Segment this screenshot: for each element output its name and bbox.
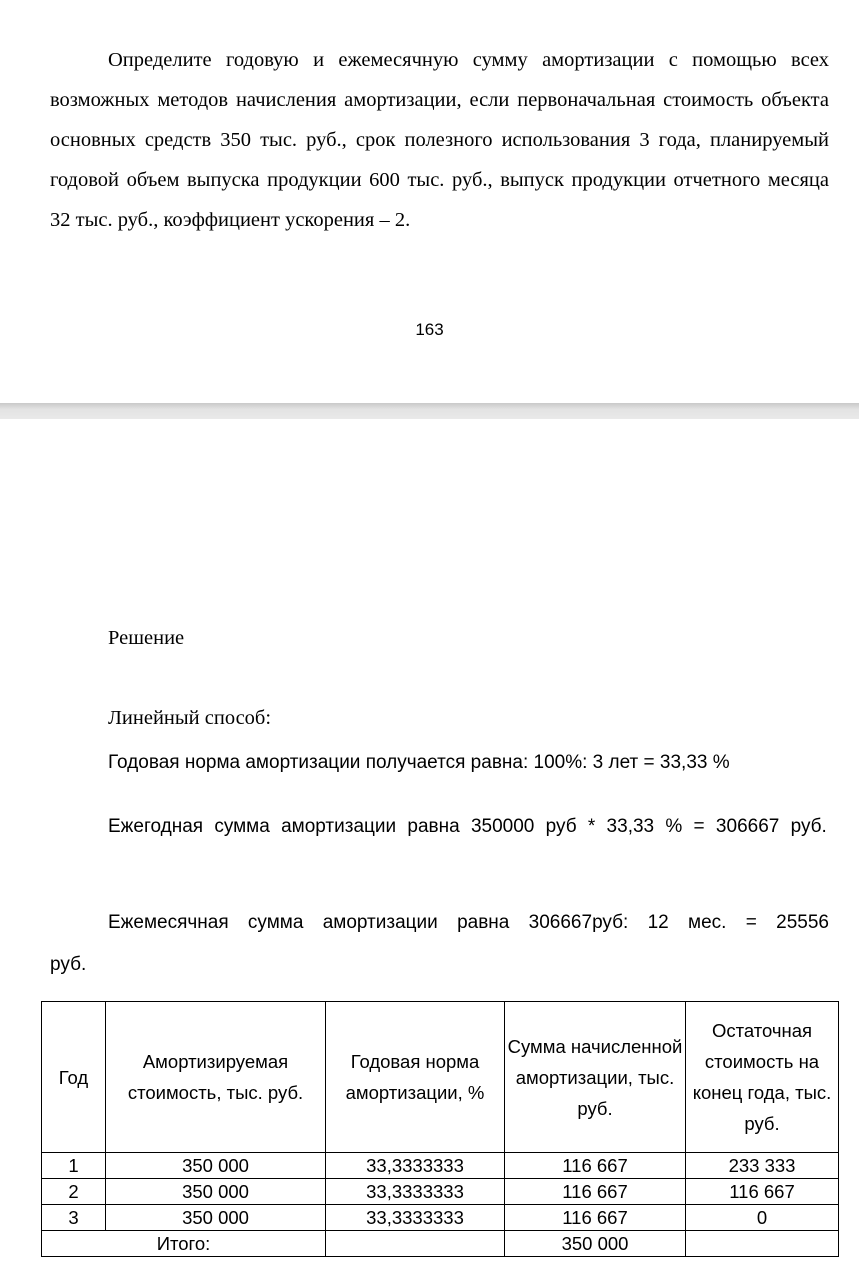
- cell-residual: 116 667: [686, 1179, 839, 1205]
- cell-year: 2: [42, 1179, 106, 1205]
- cell-year: 3: [42, 1205, 106, 1231]
- header-depreciable-cost: Амортизируемая стоимость, тыс. руб.: [106, 1002, 326, 1153]
- total-empty-residual: [686, 1231, 839, 1257]
- cell-cost: 350 000: [106, 1179, 326, 1205]
- cell-cost: 350 000: [106, 1153, 326, 1179]
- norm-line: Годовая норма амортизации получается равна: 100%: 3 лет = 33,33 %: [108, 752, 730, 773]
- header-year: Год: [42, 1002, 106, 1153]
- cell-year: 1: [42, 1153, 106, 1179]
- page-separator: [0, 403, 859, 419]
- total-empty-rate: [326, 1231, 505, 1257]
- solution-heading: Решение: [108, 627, 185, 649]
- page-number: 163: [415, 320, 444, 339]
- cell-residual: 0: [686, 1205, 839, 1231]
- method-title: Линейный способ:: [108, 707, 272, 729]
- table-header-row: [42, 1002, 839, 1153]
- total-label: Итого:: [42, 1231, 326, 1257]
- header-annual-rate: Годовая норма амортизации, %: [326, 1002, 505, 1153]
- monthly-line-text: Ежемесячная сумма амортизации равна 306667руб: 12 мес. = 25556 руб.: [50, 912, 829, 975]
- amortization-table: [41, 1001, 839, 1257]
- cell-amount: 116 667: [505, 1179, 686, 1205]
- cell-rate: 33,3333333: [326, 1179, 505, 1205]
- problem-paragraph: [50, 40, 829, 240]
- cell-rate: 33,3333333: [326, 1205, 505, 1231]
- table-row: [42, 1179, 839, 1205]
- cell-residual: 233 333: [686, 1153, 839, 1179]
- monthly-line: [50, 902, 829, 986]
- problem-text: Определите годовую и ежемесячную сумму амортизации с помощью всех возможных методов начисления амортизации, если первоначальная стоимость объекта основных средств 350 тыс. руб., срок полезного использования 3 года, планируемый годовой объем выпуска продукции 600 тыс. руб., выпуск продукции отчетного месяца 32 тыс. руб., коэффициент ускорения – 2.: [50, 49, 829, 231]
- header-accrued-amount: Сумма начисленной амортизации, тыс. руб.: [505, 1002, 686, 1153]
- cell-cost: 350 000: [106, 1205, 326, 1231]
- annual-line: [50, 806, 829, 848]
- table-row: [42, 1205, 839, 1231]
- annual-line-text: Ежегодная сумма амортизации равна 350000 руб * 33,33 % = 306667 руб.: [108, 816, 827, 837]
- cell-amount: 116 667: [505, 1205, 686, 1231]
- cell-amount: 116 667: [505, 1153, 686, 1179]
- table-total-row: [42, 1231, 839, 1257]
- header-residual-value: Остаточная стоимость на конец года, тыс. руб.: [686, 1002, 839, 1153]
- total-value: 350 000: [505, 1231, 686, 1257]
- table-row: [42, 1153, 839, 1179]
- page-upper: [0, 0, 859, 403]
- cell-rate: 33,3333333: [326, 1153, 505, 1179]
